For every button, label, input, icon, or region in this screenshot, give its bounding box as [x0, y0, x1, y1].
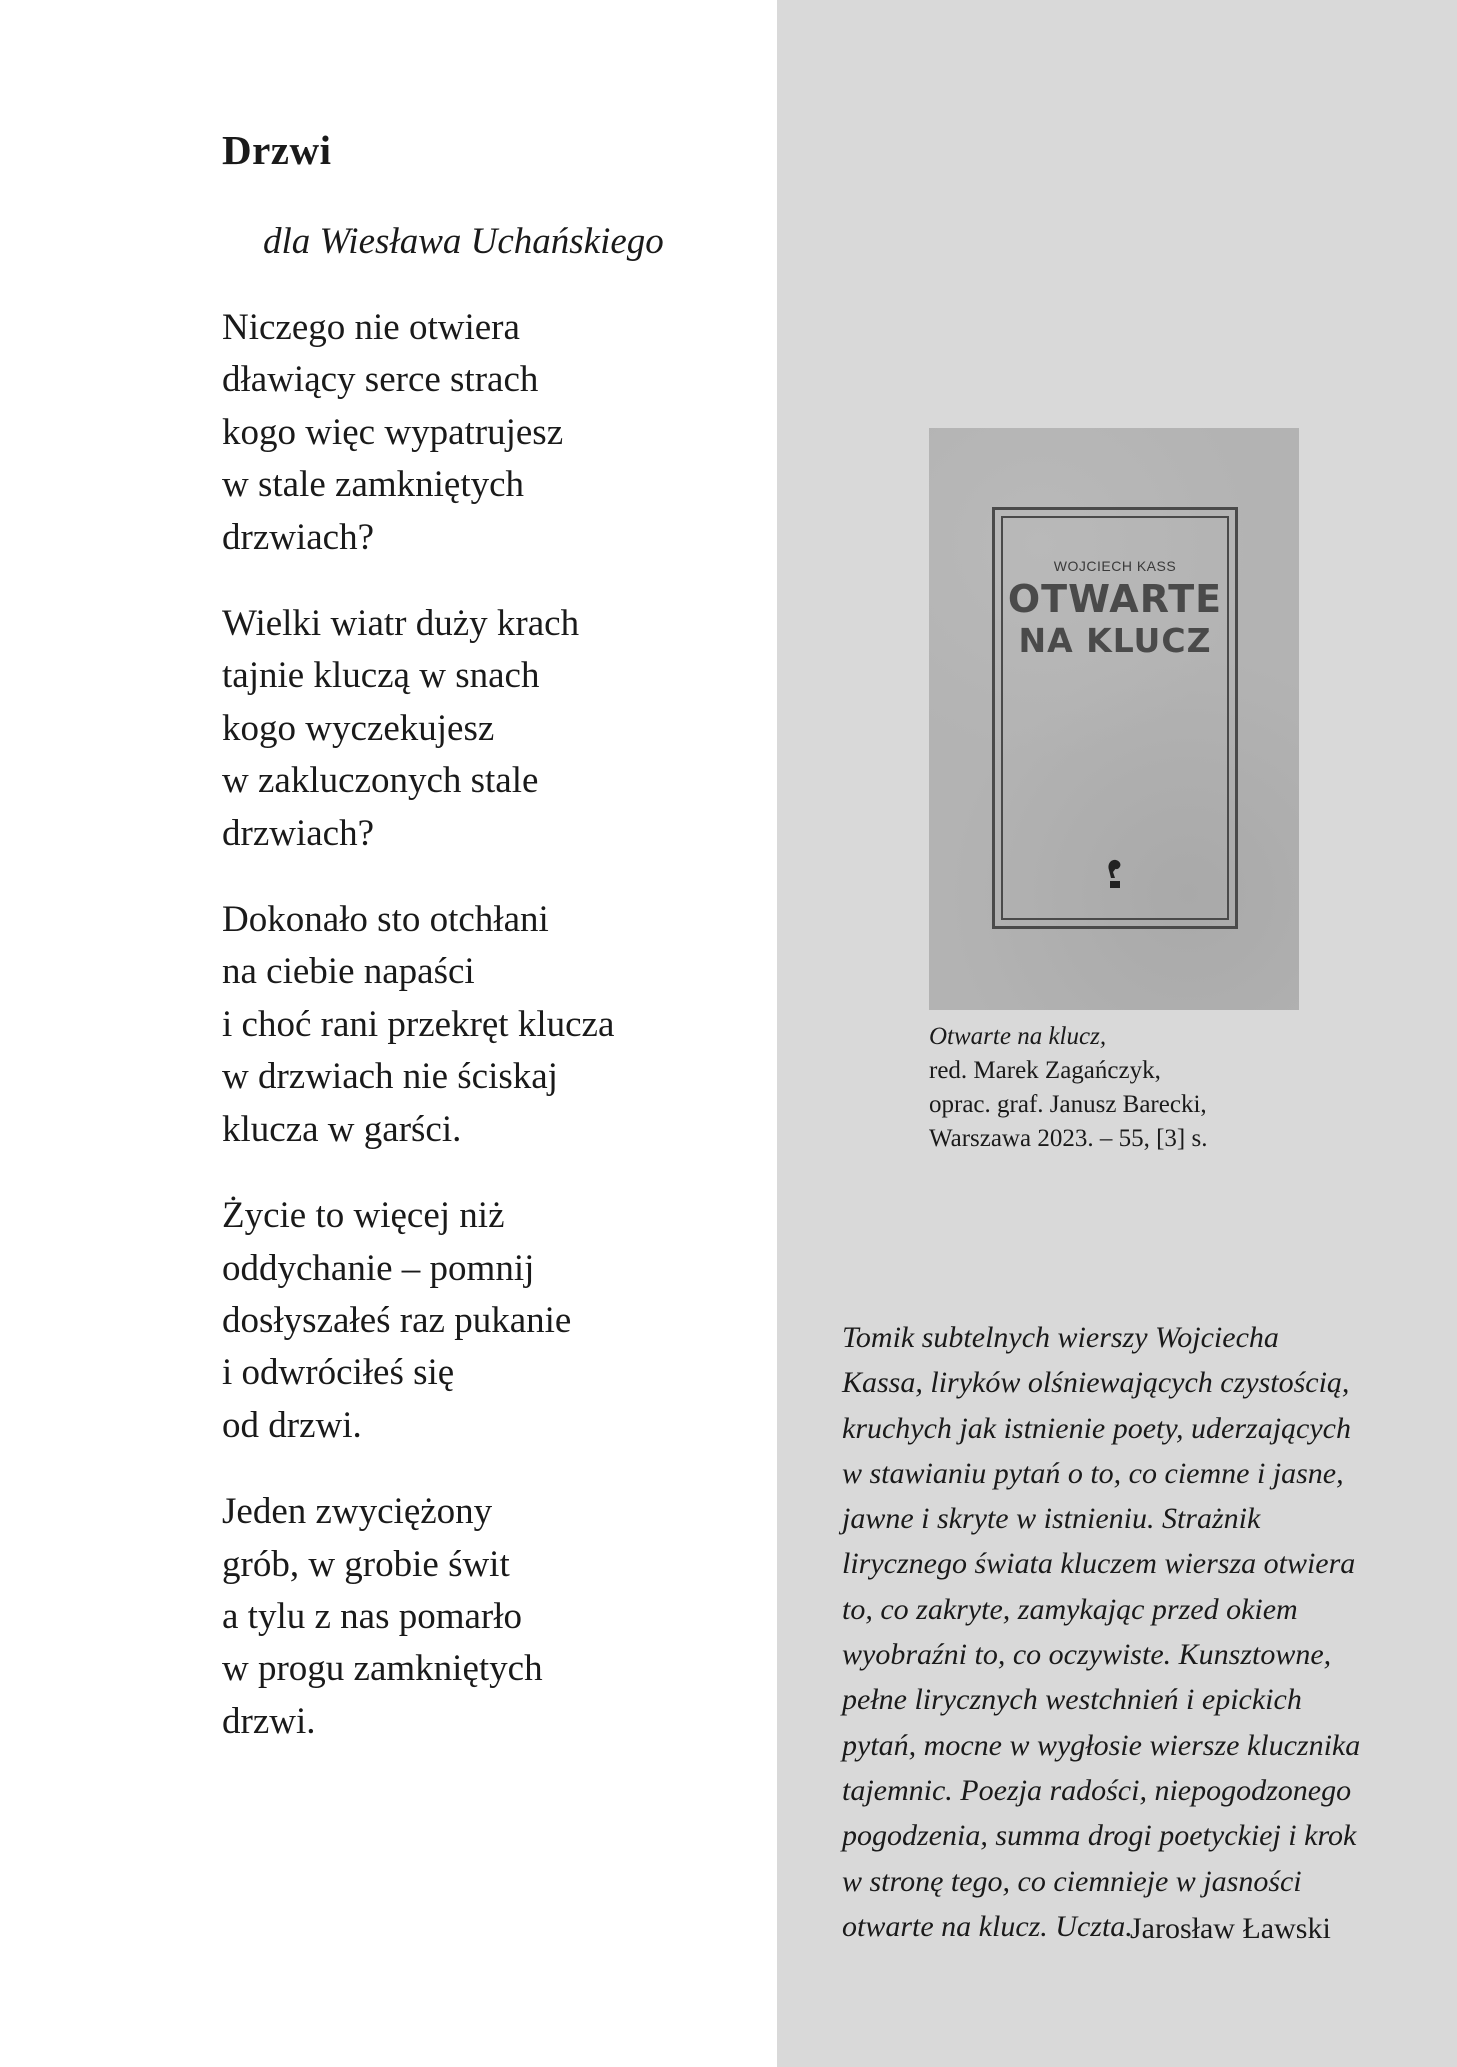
poem-title: Drzwi: [222, 127, 332, 173]
stanza: [222, 1190, 762, 1452]
book-cover-image: [929, 428, 1299, 1010]
cover-author: WOJCIECH KASS: [1053, 558, 1177, 574]
poem-line: klucza w garści.: [222, 1108, 462, 1150]
review-line: pogodzenia, summa drogi poetyckiej i krok: [842, 1819, 1357, 1853]
poem-line: dosłyszałeś raz pukanie: [222, 1299, 572, 1341]
caption-line: red. Marek Zagańczyk,: [929, 1057, 1161, 1084]
stanza: [222, 302, 762, 564]
poem-line: od drzwi.: [222, 1404, 362, 1446]
poem-line: w progu zamkniętych: [222, 1648, 543, 1690]
cover-title-line: OTWARTE: [1007, 577, 1223, 621]
cover-title-line: NA KLUCZ: [1018, 621, 1212, 660]
poem-line: Jeden zwyciężony: [222, 1491, 493, 1533]
poem-dedication: dla Wiesława Uchańskiego: [263, 221, 664, 262]
poem-line: kogo wyczekujesz: [222, 707, 495, 749]
review-signature: Jarosław Ławski: [1130, 1912, 1331, 1945]
poem-line: i choć rani przekręt klucza: [222, 1003, 615, 1045]
poem-line: Niczego nie otwiera: [222, 307, 520, 348]
review-line: pytań, mocne w wygłosie wiersze klucznika: [842, 1728, 1361, 1762]
poem-line: kogo więc wypatrujesz: [222, 411, 564, 453]
poem-line: i odwróciłeś się: [222, 1352, 455, 1394]
review-line: jawne i skryte w istnieniu. Strażnik: [842, 1502, 1261, 1536]
cover-frame: [992, 507, 1238, 929]
stanza: [222, 894, 762, 1156]
book-caption: [929, 1020, 1207, 1156]
review-line: Kassa, liryków olśniewających czystością,: [842, 1366, 1350, 1400]
review-text: [842, 1315, 1402, 1949]
review-line: wyobraźni to, co oczywiste. Kunsztowne,: [842, 1638, 1332, 1672]
poem-line: drzwi.: [222, 1700, 316, 1742]
poem-line: Dokonało sto otchłani: [222, 899, 549, 941]
cover-inner-frame: [1001, 516, 1229, 920]
poem-line: Życie to więcej niż: [222, 1195, 505, 1237]
review-line: kruchych jak istnienie poety, uderzających: [842, 1411, 1351, 1445]
poem-line: drzwiach?: [222, 516, 375, 558]
poem-line: na ciebie napaści: [222, 951, 475, 993]
poem-line: Wielki wiatr duży krach: [222, 603, 580, 645]
caption-line: Warszawa 2023. – 55, [3] s.: [929, 1125, 1208, 1152]
review-line: w stawianiu pytań o to, co ciemne i jasne,: [842, 1456, 1344, 1490]
poem-line: tajnie kluczą w snach: [222, 655, 540, 697]
cover-title: [1003, 578, 1227, 662]
poem-body: [222, 302, 762, 1782]
poem-line: w stale zamkniętych: [222, 464, 525, 506]
review-line: lirycznego świata kluczem wiersza otwiera: [842, 1547, 1356, 1581]
poem-line: grób, w grobie świt: [222, 1543, 510, 1585]
caption-title: Otwarte na klucz,: [929, 1023, 1107, 1050]
squirrel-icon: [1105, 856, 1125, 890]
poem-line: a tylu z nas pomarło: [222, 1595, 523, 1637]
review-line: tajemnic. Poezja radości, niepogodzonego: [842, 1773, 1352, 1807]
caption-line: oprac. graf. Janusz Barecki,: [929, 1091, 1207, 1118]
poem-line: w drzwiach nie ściskaj: [222, 1056, 558, 1098]
review-line: pełne lirycznych westchnień i epickich: [842, 1683, 1302, 1717]
poem-line: w zakluczonych stale: [222, 760, 539, 802]
poem-line: oddychanie – pomnij: [222, 1247, 535, 1289]
poem-line: drzwiach?: [222, 812, 375, 854]
stanza: [222, 598, 762, 860]
review-line: Tomik subtelnych wierszy Wojciecha: [842, 1321, 1279, 1354]
stanza: [222, 1486, 762, 1748]
review-line: otwarte na klucz. Uczta.: [842, 1909, 1133, 1943]
review-line: w stronę tego, co ciemnieje w jasności: [842, 1864, 1302, 1898]
poem-line: dławiący serce strach: [222, 359, 539, 401]
review-line: to, co zakryte, zamykając przed okiem: [842, 1592, 1298, 1626]
